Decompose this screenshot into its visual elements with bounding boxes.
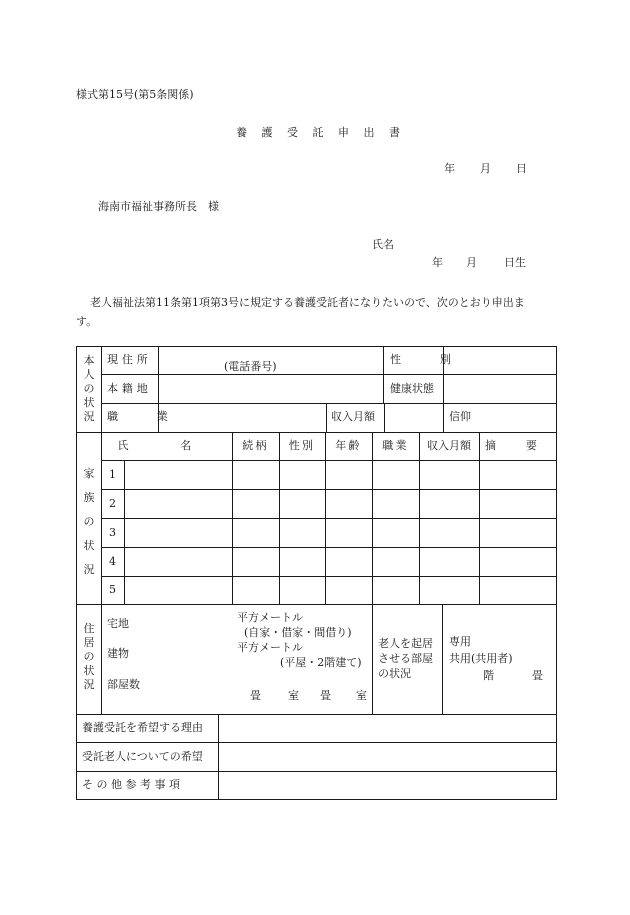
family-header-name: 氏 名 — [117, 439, 216, 452]
family-header-remarks: 摘 要 — [484, 439, 551, 452]
other-notes-label: そ の 他 参 考 事 項 — [82, 778, 180, 791]
date-month: 月 — [480, 162, 491, 175]
reason-label: 養護受託を希望する理由 — [82, 721, 203, 734]
document-title: 養 護 受 託 申 出 書 — [236, 126, 406, 139]
self-section-label: 本人の状況 — [83, 354, 95, 423]
family-header-relation: 続柄 — [242, 439, 269, 452]
housing-section-label: 住居の状況 — [83, 622, 95, 691]
date-year: 年 — [444, 162, 455, 175]
family-row-number: 1 — [109, 468, 116, 481]
family-row-number: 5 — [109, 583, 116, 596]
floor-unit: 階 — [483, 669, 494, 682]
room-unit: 室 — [288, 689, 299, 702]
family-section-label: 家族の状況 — [83, 467, 95, 576]
building-label: 建物 — [107, 647, 129, 660]
family-header-gender: 性別 — [288, 439, 316, 452]
birth-year: 年 — [432, 256, 443, 269]
family-row-number: 2 — [109, 497, 116, 510]
birth-month: 月 — [466, 256, 477, 269]
religion-label: 信仰 — [449, 410, 471, 423]
elder-room-label: 老人を起居させる部屋の状況 — [378, 637, 433, 680]
elder-preference-label: 受託老人についての希望 — [82, 750, 203, 763]
ownership-options: (自家・借家・間借り) — [244, 626, 352, 639]
statement-text: 老人福祉法第11条第1項第3号に規定する養護受託者になりたいので、次のとおり申出ま — [90, 296, 525, 309]
phone-note: (電話番号) — [224, 360, 277, 373]
gender-label: 性 別 — [390, 353, 469, 366]
building-sqm-unit: 平方メートル — [237, 641, 303, 654]
family-header-age: 年齢 — [335, 439, 362, 452]
tatami-unit: 畳 — [250, 689, 261, 702]
health-label: 健康状態 — [390, 382, 434, 395]
income-label: 収入月額 — [331, 410, 375, 423]
land-label: 宅地 — [107, 617, 129, 630]
rooms-label: 部屋数 — [107, 678, 140, 691]
tatami-unit: 畳 — [320, 689, 331, 702]
room-unit: 室 — [356, 689, 367, 702]
occupation-label: 職 業 — [107, 410, 186, 423]
family-row-number: 3 — [109, 526, 116, 539]
floor-options: (平屋・2階建て) — [280, 656, 362, 669]
domicile-label: 本籍地 — [107, 382, 152, 395]
addressee: 海南市福祉事務所長 様 — [98, 200, 219, 213]
tatami-unit: 畳 — [532, 669, 543, 682]
statement-text-cont: す。 — [76, 315, 98, 328]
family-header-occupation: 職業 — [382, 439, 409, 452]
family-header-income: 収入月額 — [427, 439, 471, 452]
date-day: 日 — [516, 162, 527, 175]
address-label: 現住所 — [107, 353, 152, 366]
family-row-number: 4 — [109, 555, 116, 568]
exclusive-use: 専用 — [449, 635, 471, 648]
birth-day: 日生 — [504, 256, 526, 269]
shared-use: 共用(共用者) — [449, 652, 513, 665]
applicant-name-label: 氏名 — [372, 238, 394, 251]
form-number-label: 様式第15号(第5条関係) — [76, 88, 194, 101]
land-sqm-unit: 平方メートル — [237, 611, 303, 624]
